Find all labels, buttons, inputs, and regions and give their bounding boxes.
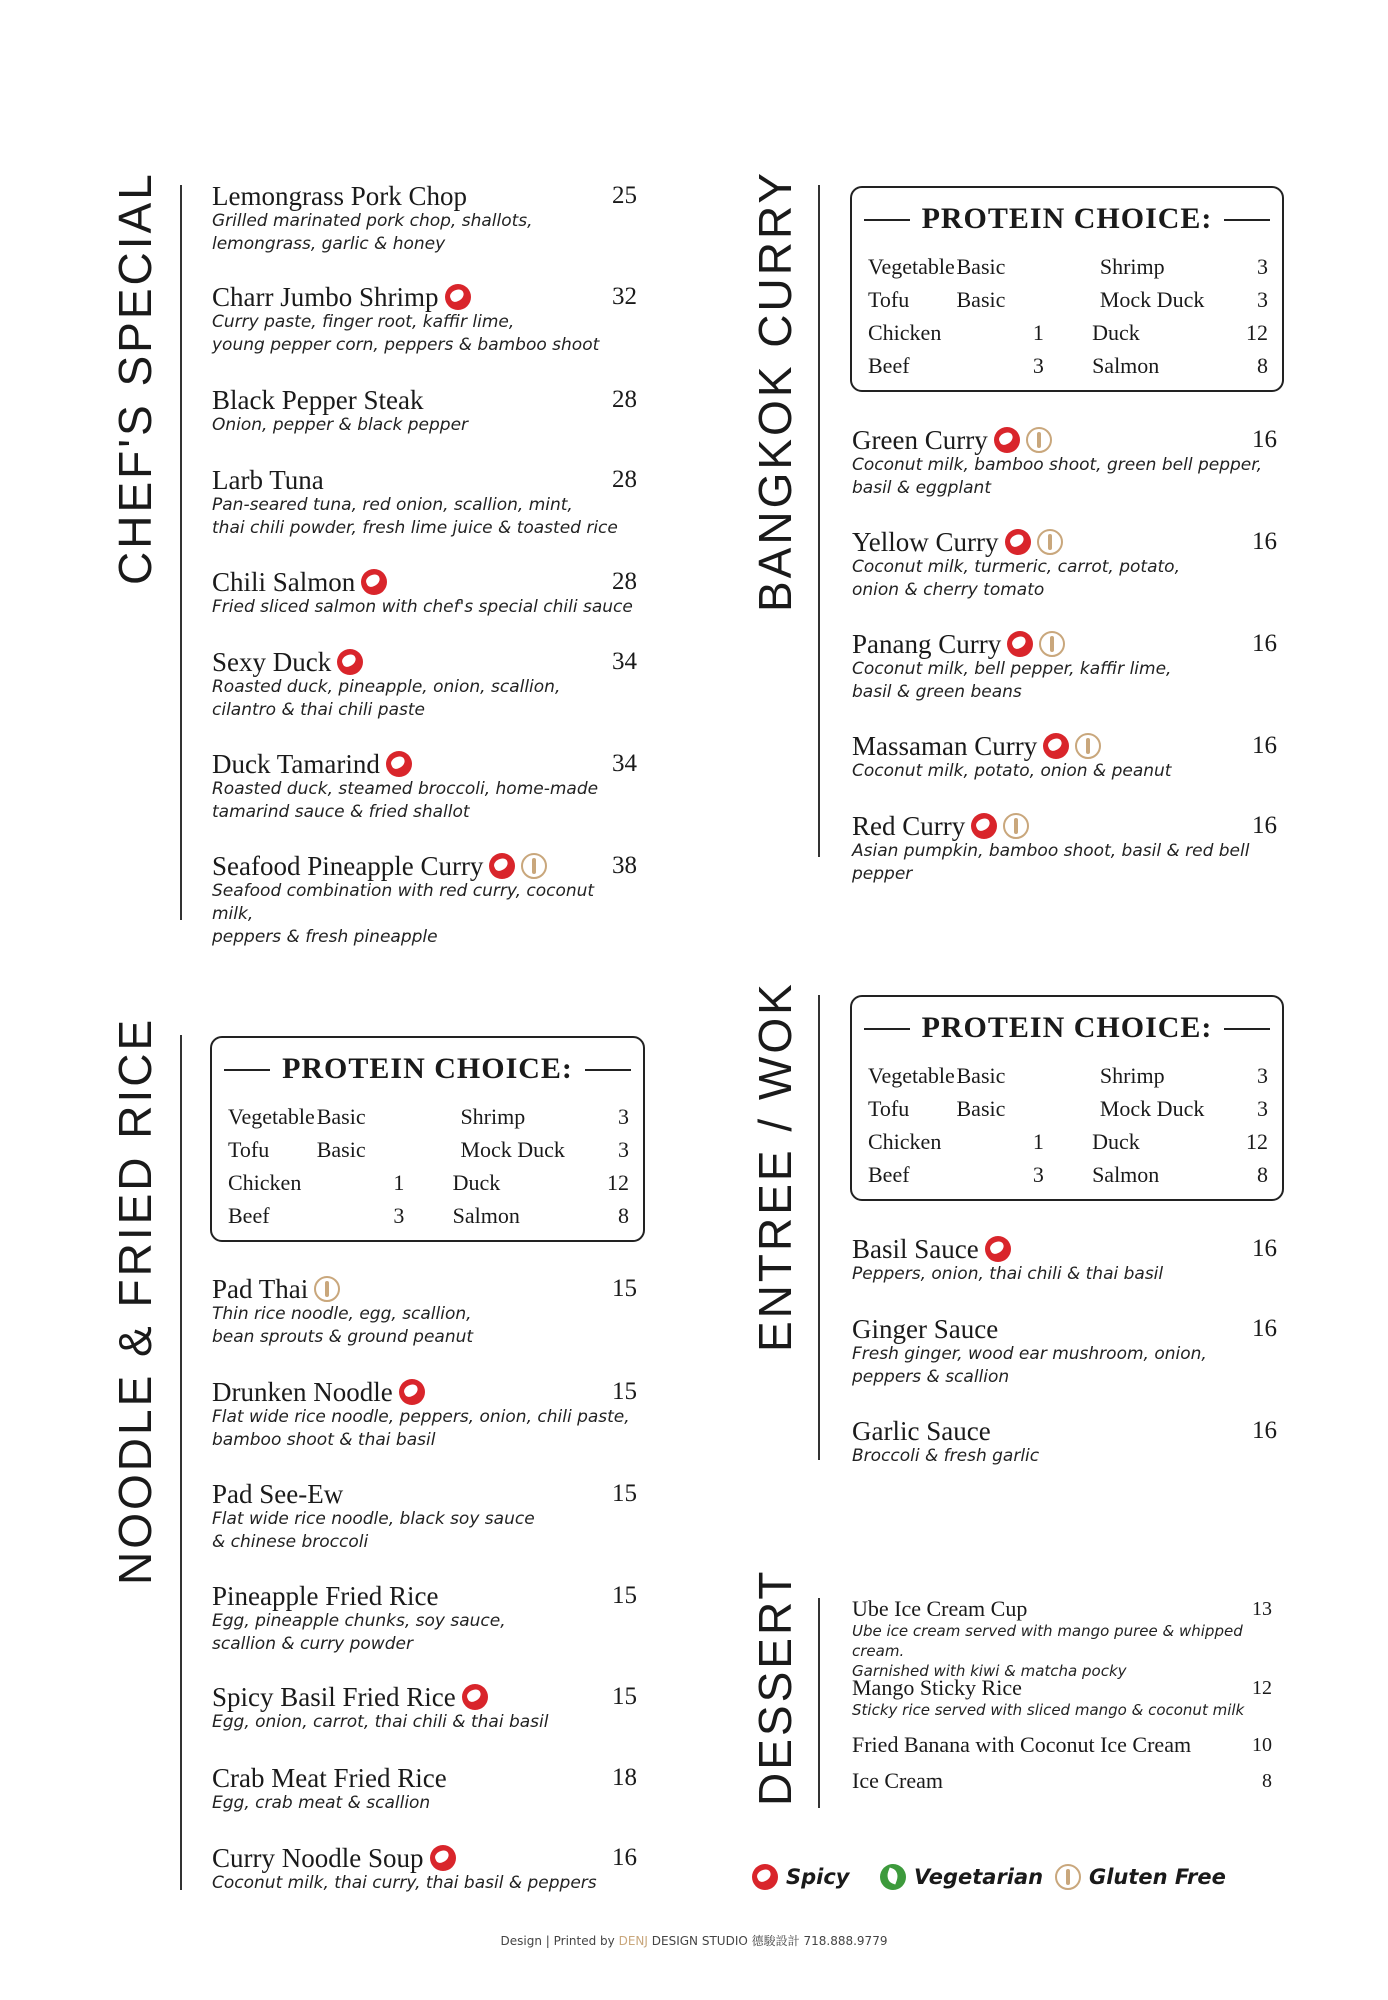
spicy-icon xyxy=(1005,529,1031,555)
spicy-icon xyxy=(971,813,997,839)
item-description: Egg, crab meat & scallion xyxy=(212,1793,431,1813)
protein-cell: 1 xyxy=(393,1169,405,1195)
item-description: young pepper corn, peppers & bamboo shoot xyxy=(212,335,600,355)
bangkok-curry-title: BANGKOK CURRY xyxy=(749,169,801,612)
item-description: Garnished with kiwi & matcha pocky xyxy=(852,1662,1127,1680)
gluten-free-icon xyxy=(1039,631,1065,657)
item-price: 16 xyxy=(1252,528,1277,555)
protein-cell: Tofu xyxy=(868,1095,910,1121)
item-price: 38 xyxy=(612,852,637,879)
item-name xyxy=(852,630,1277,658)
menu-item xyxy=(212,1378,637,1452)
item-description: lemongrass, garlic & honey xyxy=(212,234,446,254)
item-price: 16 xyxy=(1252,812,1277,839)
protein-choice-box xyxy=(850,995,1284,1201)
item-description: tamarind sauce & fried shallot xyxy=(212,802,470,822)
item-name-text: Larb Tuna xyxy=(212,465,324,495)
item-name xyxy=(212,182,637,210)
item-name-text: Chili Salmon xyxy=(212,567,356,597)
item-name-text: Duck Tamarind xyxy=(212,749,380,779)
protein-cell: Duck xyxy=(1092,319,1140,345)
item-price: 15 xyxy=(612,1480,637,1507)
item-description: Asian pumpkin, bamboo shoot, basil & red bell pepper xyxy=(852,841,1250,884)
protein-cell: 1 xyxy=(1032,319,1044,345)
item-price: 28 xyxy=(612,386,637,413)
menu-item xyxy=(852,1315,1277,1389)
protein-cell: Beef xyxy=(228,1202,270,1228)
item-name-text: Pineapple Fried Rice xyxy=(212,1581,439,1611)
footer xyxy=(0,1932,1388,1949)
protein-row xyxy=(868,250,1268,283)
item-price: 16 xyxy=(1252,1315,1277,1342)
item-price: 16 xyxy=(1252,732,1277,759)
item-price: 32 xyxy=(612,283,637,310)
item-name-text: Garlic Sauce xyxy=(852,1416,991,1446)
legend-vegetarian xyxy=(880,1864,1043,1890)
item-price: 34 xyxy=(612,750,637,777)
protein-choice-box xyxy=(850,186,1284,392)
item-description: peppers & fresh pineapple xyxy=(212,927,438,947)
item-price: 12 xyxy=(1252,1677,1272,1699)
gluten-free-icon xyxy=(1003,813,1029,839)
menu-item xyxy=(852,1597,1272,1681)
item-description: Ube ice cream served with mango puree & whipped cream. xyxy=(852,1622,1243,1660)
dessert-title: DESSERT xyxy=(749,1568,801,1806)
protein-row xyxy=(228,1199,629,1232)
menu-item xyxy=(212,568,637,619)
protein-row xyxy=(228,1133,629,1166)
item-price: 16 xyxy=(1252,426,1277,453)
menu-item xyxy=(852,1769,1272,1793)
item-name xyxy=(212,283,637,311)
item-description: Fresh ginger, wood ear mushroom, onion, xyxy=(852,1344,1207,1364)
spicy-icon xyxy=(430,1845,456,1871)
gluten-free-icon xyxy=(1055,1864,1081,1890)
item-description: bamboo shoot & thai basil xyxy=(212,1430,436,1450)
item-description: Flat wide rice noodle, peppers, onion, chili paste, xyxy=(212,1407,630,1427)
section-divider xyxy=(818,185,820,857)
item-description: Coconut milk, potato, onion & peanut xyxy=(852,761,1172,781)
gluten-free-icon xyxy=(1037,529,1063,555)
protein-cell: 3 xyxy=(1032,352,1044,378)
item-name-text: Yellow Curry xyxy=(852,527,999,557)
item-price: 18 xyxy=(612,1764,637,1791)
item-name xyxy=(212,1582,637,1610)
item-description: Coconut milk, thai curry, thai basil & peppers xyxy=(212,1873,597,1893)
legend-vegetarian-label: Vegetarian xyxy=(914,1865,1044,1889)
item-name xyxy=(852,426,1277,454)
menu-item xyxy=(212,466,637,540)
protein-cell: 1 xyxy=(1032,1128,1044,1154)
item-name xyxy=(212,1378,637,1406)
item-price: 10 xyxy=(1252,1734,1272,1756)
item-price: 16 xyxy=(1252,630,1277,657)
entree-title: ENTREE / WOK xyxy=(749,981,801,1352)
item-price: 28 xyxy=(612,466,637,493)
item-name xyxy=(212,648,637,676)
item-name-text: Mango Sticky Rice xyxy=(852,1675,1022,1700)
protein-cell: Shrimp xyxy=(1099,253,1165,279)
protein-cell: Duck xyxy=(1092,1128,1140,1154)
gluten-free-icon xyxy=(1026,427,1052,453)
protein-cell: 3 xyxy=(618,1136,629,1162)
item-name-text: Seafood Pineapple Curry xyxy=(212,851,484,881)
protein-cell: Chicken xyxy=(868,319,942,345)
protein-row xyxy=(868,1125,1268,1158)
protein-cell: 8 xyxy=(1256,1161,1268,1187)
item-name-text: Fried Banana with Coconut Ice Cream xyxy=(852,1732,1192,1757)
protein-cell: Vegetable xyxy=(868,1062,955,1088)
protein-cell: Basic xyxy=(956,286,1006,312)
item-description: Roasted duck, pineapple, onion, scallion, xyxy=(212,677,561,697)
spicy-icon xyxy=(752,1864,778,1890)
protein-cell: Mock Duck xyxy=(1099,1095,1205,1121)
menu-item xyxy=(212,750,637,824)
legend-spicy-label: Spicy xyxy=(786,1865,850,1889)
protein-row xyxy=(868,1158,1268,1191)
item-name xyxy=(852,1315,1277,1343)
protein-row xyxy=(228,1166,629,1199)
protein-row xyxy=(228,1100,629,1133)
item-name xyxy=(852,1769,1272,1793)
item-name xyxy=(212,852,637,880)
item-description: Seafood combination with red curry, coconut milk, xyxy=(212,881,595,924)
footer-chinese: 德駿設計 xyxy=(751,1934,800,1948)
protein-choice-grid xyxy=(868,250,1268,382)
item-name xyxy=(212,568,637,596)
item-description: Coconut milk, turmeric, carrot, potato, xyxy=(852,557,1180,577)
menu-item xyxy=(852,1235,1277,1286)
protein-cell: 3 xyxy=(1257,1095,1268,1121)
gluten-free-icon xyxy=(314,1276,340,1302)
item-description: basil & green beans xyxy=(852,682,1022,702)
item-price: 28 xyxy=(612,568,637,595)
item-name-text: Massaman Curry xyxy=(852,731,1038,761)
chefs-special-title: CHEF'S SPECIAL xyxy=(109,171,161,585)
menu-item xyxy=(212,1275,637,1349)
menu-item xyxy=(852,1417,1277,1468)
protein-cell: 3 xyxy=(618,1103,629,1129)
item-description: Egg, onion, carrot, thai chili & thai basil xyxy=(212,1712,549,1732)
section-divider xyxy=(818,1598,820,1808)
protein-choice-title: PROTEIN CHOICE: xyxy=(852,202,1282,236)
item-description: basil & eggplant xyxy=(852,478,991,498)
protein-choice-title: PROTEIN CHOICE: xyxy=(852,1011,1282,1045)
menu-item xyxy=(212,648,637,722)
protein-cell: Salmon xyxy=(452,1202,520,1228)
item-name-text: Green Curry xyxy=(852,425,988,455)
item-price: 16 xyxy=(612,1844,637,1871)
item-name xyxy=(852,812,1277,840)
item-name xyxy=(852,1235,1277,1263)
item-description: Pan-seared tuna, red onion, scallion, mint, xyxy=(212,495,573,515)
item-name xyxy=(852,1676,1272,1700)
item-description: peppers & scallion xyxy=(852,1367,1010,1387)
protein-choice-grid xyxy=(228,1100,629,1232)
menu-item xyxy=(212,386,637,437)
item-name xyxy=(212,1275,637,1303)
protein-cell: Salmon xyxy=(1092,352,1160,378)
item-name-text: Pad See-Ew xyxy=(212,1479,344,1509)
menu-item xyxy=(212,852,637,949)
item-name-text: Charr Jumbo Shrimp xyxy=(212,282,439,312)
item-name xyxy=(212,1764,637,1792)
spicy-icon xyxy=(445,284,471,310)
protein-row xyxy=(868,1059,1268,1092)
item-price: 13 xyxy=(1252,1598,1272,1620)
menu-item xyxy=(212,1582,637,1656)
spicy-icon xyxy=(337,649,363,675)
protein-cell: 3 xyxy=(393,1202,405,1228)
protein-cell: Basic xyxy=(316,1103,366,1129)
gluten-free-icon xyxy=(521,853,547,879)
vegetarian-icon xyxy=(880,1864,906,1890)
protein-cell: Chicken xyxy=(868,1128,942,1154)
item-description: Broccoli & fresh garlic xyxy=(852,1446,1040,1466)
item-price: 25 xyxy=(612,182,637,209)
item-description: onion & cherry tomato xyxy=(852,580,1045,600)
item-name-text: Drunken Noodle xyxy=(212,1377,393,1407)
protein-cell: Tofu xyxy=(868,286,910,312)
protein-cell: Shrimp xyxy=(460,1103,526,1129)
item-description: scallion & curry powder xyxy=(212,1634,413,1654)
section-divider xyxy=(818,995,820,1460)
item-price: 15 xyxy=(612,1582,637,1609)
protein-cell: 3 xyxy=(1257,286,1268,312)
protein-cell: 12 xyxy=(1245,1128,1268,1154)
item-name xyxy=(852,528,1277,556)
section-divider xyxy=(180,185,182,920)
legend-gluten-free-label: Gluten Free xyxy=(1089,1865,1226,1889)
menu-item xyxy=(212,1764,637,1815)
spicy-icon xyxy=(985,1236,1011,1262)
protein-cell: Beef xyxy=(868,352,910,378)
item-description: Grilled marinated pork chop, shallots, xyxy=(212,211,533,231)
protein-cell: Basic xyxy=(956,1095,1006,1121)
item-description: Roasted duck, steamed broccoli, home-made xyxy=(212,779,599,799)
protein-cell: Duck xyxy=(452,1169,501,1195)
protein-cell: 12 xyxy=(1245,319,1268,345)
spicy-icon xyxy=(399,1379,425,1405)
item-description: cilantro & thai chili paste xyxy=(212,700,425,720)
item-name-text: Sexy Duck xyxy=(212,647,332,677)
item-name xyxy=(852,1417,1277,1445)
item-name-text: Spicy Basil Fried Rice xyxy=(212,1682,456,1712)
item-name-text: Panang Curry xyxy=(852,629,1002,659)
spicy-icon xyxy=(1007,631,1033,657)
item-description: Flat wide rice noodle, black soy sauce xyxy=(212,1509,535,1529)
item-name xyxy=(212,466,637,494)
item-name-text: Pad Thai xyxy=(212,1274,309,1304)
item-price: 16 xyxy=(1252,1235,1277,1262)
protein-cell: Tofu xyxy=(228,1136,270,1162)
item-price: 8 xyxy=(1262,1770,1272,1792)
menu-item xyxy=(212,1683,637,1734)
protein-cell: Shrimp xyxy=(1099,1062,1165,1088)
legend-spicy xyxy=(752,1864,850,1890)
item-name xyxy=(212,1480,637,1508)
item-name xyxy=(212,750,637,778)
item-price: 15 xyxy=(612,1378,637,1405)
protein-cell: Mock Duck xyxy=(1099,286,1205,312)
menu-item xyxy=(852,630,1277,704)
studio-logo: DENJ xyxy=(618,1934,648,1948)
menu-item xyxy=(852,732,1277,783)
protein-row xyxy=(868,283,1268,316)
item-name-text: Ginger Sauce xyxy=(852,1314,999,1344)
item-name-text: Basil Sauce xyxy=(852,1234,979,1264)
spicy-icon xyxy=(462,1684,488,1710)
protein-cell: Basic xyxy=(316,1136,366,1162)
protein-cell: 3 xyxy=(1257,253,1268,279)
menu-item xyxy=(212,1844,637,1895)
item-name-text: Curry Noodle Soup xyxy=(212,1843,424,1873)
item-name-text: Black Pepper Steak xyxy=(212,385,424,415)
protein-cell: 8 xyxy=(1256,352,1268,378)
item-name xyxy=(212,1683,637,1711)
item-description: Coconut milk, bell pepper, kaffir lime, xyxy=(852,659,1172,679)
spicy-icon xyxy=(1043,733,1069,759)
item-description: & chinese broccoli xyxy=(212,1532,369,1552)
gluten-free-icon xyxy=(1075,733,1101,759)
spicy-icon xyxy=(994,427,1020,453)
item-price: 16 xyxy=(1252,1417,1277,1444)
item-name-text: Lemongrass Pork Chop xyxy=(212,181,467,211)
protein-cell: Salmon xyxy=(1092,1161,1160,1187)
item-name-text: Crab Meat Fried Rice xyxy=(212,1763,447,1793)
item-name-text: Ube Ice Cream Cup xyxy=(852,1596,1028,1621)
protein-cell: 3 xyxy=(1257,1062,1268,1088)
protein-cell: 12 xyxy=(607,1169,630,1195)
protein-cell: 3 xyxy=(1032,1161,1044,1187)
item-description: Thin rice noodle, egg, scallion, xyxy=(212,1304,472,1324)
menu-item xyxy=(852,1733,1272,1757)
footer-design: Design | Printed by xyxy=(500,1934,615,1948)
menu-item xyxy=(212,182,637,256)
menu-item xyxy=(852,812,1277,886)
item-description: Onion, pepper & black pepper xyxy=(212,415,469,435)
noodle-title: NOODLE & FRIED RICE xyxy=(109,1016,161,1585)
item-name xyxy=(852,732,1277,760)
protein-cell: Vegetable xyxy=(228,1103,315,1129)
item-name xyxy=(852,1597,1272,1621)
item-description: Egg, pineapple chunks, soy sauce, xyxy=(212,1611,506,1631)
footer-phone: 718.888.9779 xyxy=(803,1934,888,1948)
item-name-text: Ice Cream xyxy=(852,1768,943,1793)
protein-cell: Basic xyxy=(956,1062,1006,1088)
protein-cell: Beef xyxy=(868,1161,910,1187)
item-price: 15 xyxy=(612,1275,637,1302)
spicy-icon xyxy=(361,569,387,595)
protein-cell: 8 xyxy=(618,1202,630,1228)
item-description: bean sprouts & ground peanut xyxy=(212,1327,474,1347)
footer-studio: DESIGN STUDIO xyxy=(651,1934,748,1948)
spicy-icon xyxy=(489,853,515,879)
protein-row xyxy=(868,1092,1268,1125)
protein-cell: Mock Duck xyxy=(460,1136,565,1162)
item-price: 15 xyxy=(612,1683,637,1710)
protein-cell: Chicken xyxy=(228,1169,302,1195)
protein-choice-grid xyxy=(868,1059,1268,1191)
protein-cell: Vegetable xyxy=(868,253,955,279)
item-description: Sticky rice served with sliced mango & coconut milk xyxy=(852,1701,1245,1719)
protein-choice-title: PROTEIN CHOICE: xyxy=(212,1052,643,1086)
protein-row xyxy=(868,349,1268,382)
menu-item xyxy=(852,426,1277,500)
item-name xyxy=(852,1733,1272,1757)
menu-item xyxy=(852,1676,1272,1720)
item-description: Coconut milk, bamboo shoot, green bell pepper, xyxy=(852,455,1263,475)
protein-cell: Basic xyxy=(956,253,1006,279)
menu-item xyxy=(212,283,637,357)
spicy-icon xyxy=(386,751,412,777)
item-name xyxy=(212,1844,637,1872)
menu-item xyxy=(212,1480,637,1554)
item-price: 34 xyxy=(612,648,637,675)
item-description: Curry paste, finger root, kaffir lime, xyxy=(212,312,515,332)
item-name xyxy=(212,386,637,414)
legend-gluten-free xyxy=(1055,1864,1226,1890)
item-description: Peppers, onion, thai chili & thai basil xyxy=(852,1264,1164,1284)
protein-row xyxy=(868,316,1268,349)
item-description: Fried sliced salmon with chef's special chili sauce xyxy=(212,597,633,617)
section-divider xyxy=(180,1035,182,1890)
menu-item xyxy=(852,528,1277,602)
item-name-text: Red Curry xyxy=(852,811,966,841)
protein-choice-box xyxy=(210,1036,645,1242)
item-description: thai chili powder, fresh lime juice & toasted rice xyxy=(212,518,618,538)
